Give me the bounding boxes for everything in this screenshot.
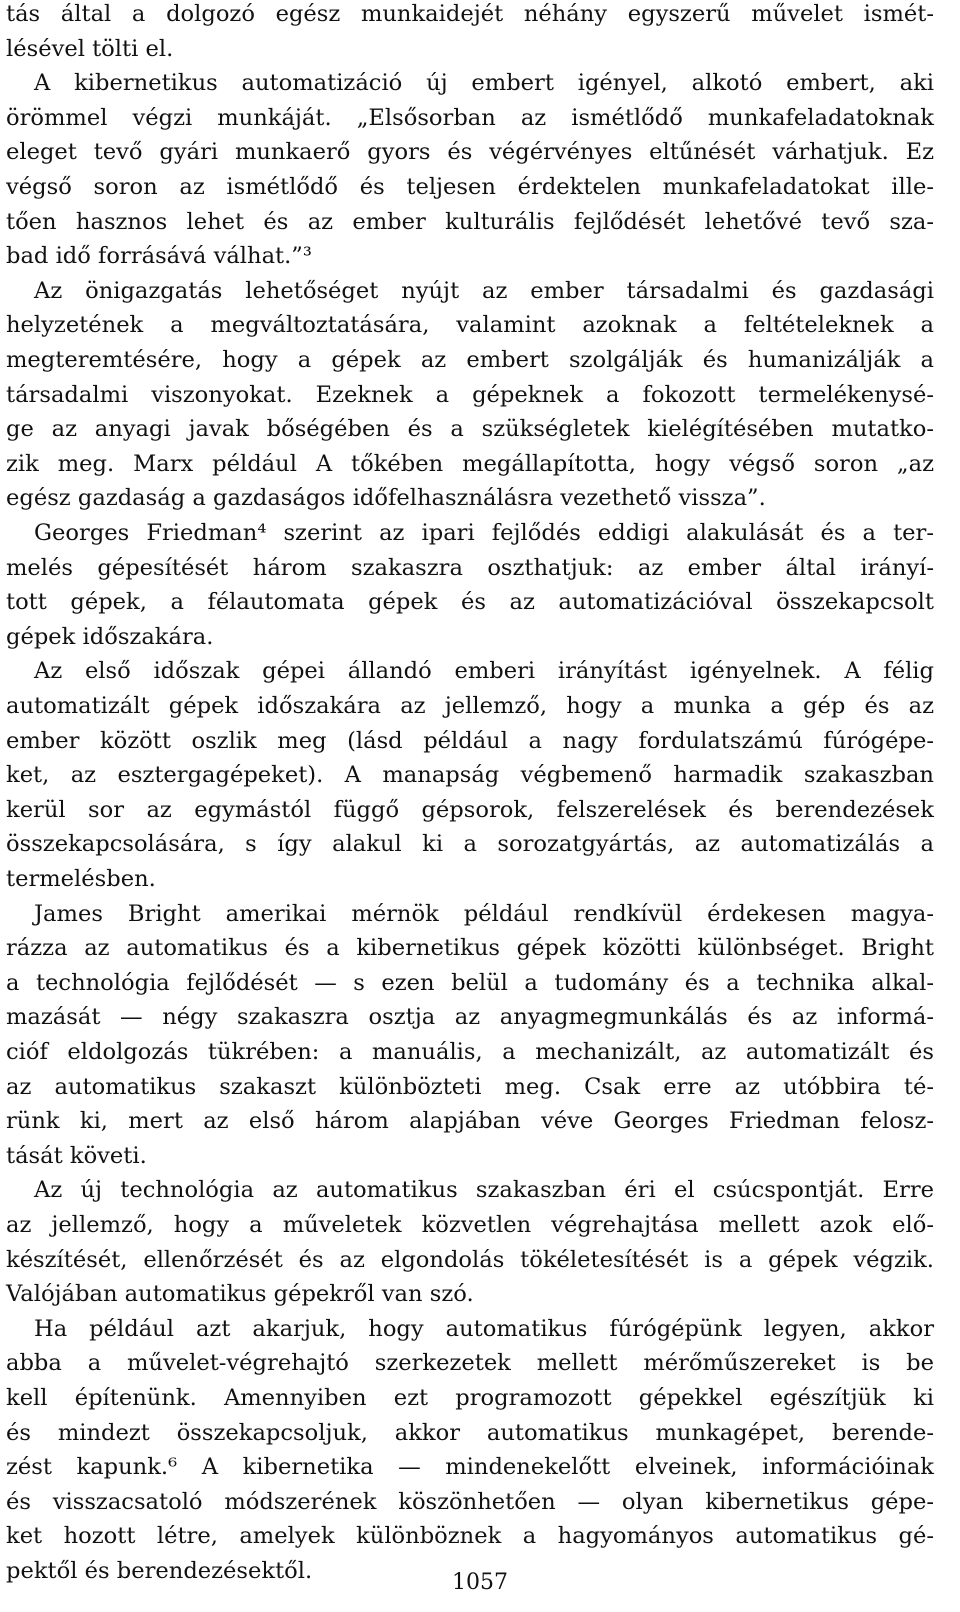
text-line (0, 516, 960, 550)
text-line-content: és mindezt összekapcsoljuk, akkor automatikus munkagépet, berende- (6, 1419, 934, 1446)
text-line (0, 758, 960, 792)
text-line-content: az jellemző, hogy a műveletek közvetlen végrehajtása mellett azok elő- (6, 1212, 934, 1238)
text-line-content: örömmel végzi munkáját. „Elsősorban az ismétlődő munkafeladatoknak (6, 104, 934, 131)
text-line (0, 620, 960, 654)
text-line-content: készítését, ellenőrzését és az elgondolás tökéletesítését is a gépek végzik. (6, 1246, 934, 1273)
text-line (0, 205, 960, 239)
text-line (0, 724, 960, 758)
text-line (0, 654, 960, 688)
text-line (0, 1312, 960, 1346)
text-line (0, 308, 960, 342)
page-number: 1057 (452, 1570, 508, 1595)
text-line (0, 481, 960, 515)
text-line (0, 862, 960, 896)
text-line-content: mazását — négy szakaszra osztja az anyagmegmunkálás és az informá- (6, 1004, 934, 1031)
text-line-content: melés gépesítését három szakaszra oszthatjuk: az ember által irányí- (6, 554, 934, 581)
text-line-content: termelésben. (6, 866, 156, 892)
text-line-content: ket, az esztergagépeket). A manapság végbemenő harmadik szakaszban (6, 762, 934, 789)
text-line-content: megteremtésére, hogy a gépek az embert szolgálják és humanizálják a (6, 347, 934, 373)
text-line-content: tását követi. (6, 1142, 147, 1169)
text-line-content: lésével tölti el. (6, 35, 174, 62)
text-line-content: Az új technológia az automatikus szakaszban éri el csúcspontját. Erre (34, 1177, 934, 1204)
text-line (0, 793, 960, 827)
text-line (0, 1139, 960, 1173)
text-line-content: ket hozott létre, amelyek különböznek a hagyományos automatikus gé- (6, 1523, 934, 1550)
text-line-content: abba a művelet-végrehajtó szerkezetek mellett mérőműszereket is be (6, 1350, 934, 1377)
text-line (0, 1519, 960, 1553)
text-line (0, 897, 960, 931)
text-line-content: rázza az automatikus és a kibernetikus gépek közötti különbséget. Bright (6, 935, 934, 962)
text-line-content: tás által a dolgozó egész munkaidejét néhány egyszerű művelet ismét- (6, 1, 934, 27)
text-line (0, 274, 960, 308)
text-line-content: zik meg. Marx például A tőkében megállapította, hogy végső soron „az (6, 450, 934, 477)
text-line-content: gépek időszakára. (6, 623, 214, 650)
text-line-content: Georges Friedman⁴ szerint az ipari fejlődés eddigi alakulását és a ter- (34, 520, 934, 546)
text-line-content: a technológia fejlődését — s ezen belül a tudomány és a technika alkal- (6, 969, 934, 996)
text-line (0, 689, 960, 723)
text-line (0, 1416, 960, 1450)
text-line-content: kell építenünk. Amennyiben ezt programozott gépekkel egészítjük ki (6, 1385, 934, 1411)
text-line (0, 1173, 960, 1207)
text-line-content: Az első időszak gépei állandó emberi irányítást igényelnek. A félig (34, 658, 934, 685)
text-line (0, 827, 960, 861)
text-line-content: tően hasznos lehet és az ember kulturális fejlődését lehetővé tevő sza- (6, 208, 934, 235)
text-line-content: Valójában automatikus gépekről van szó. (6, 1281, 474, 1308)
text-line (0, 1346, 960, 1380)
text-line (0, 0, 960, 31)
text-line (0, 1104, 960, 1138)
text-line (0, 32, 960, 66)
text-line (0, 1208, 960, 1242)
text-line (0, 1450, 960, 1484)
text-line-content: helyzetének a megváltoztatására, valamint azoknak a feltételeknek a (6, 312, 934, 339)
text-line (0, 931, 960, 965)
text-line-content: automatizált gépek időszakára az jellemző, hogy a munka a gép és az (6, 693, 934, 719)
text-line (0, 447, 960, 481)
text-line (0, 1070, 960, 1104)
text-line-content: A kibernetikus automatizáció új embert igényel, alkotó embert, aki (34, 70, 934, 97)
text-line-content: és visszacsatoló módszerének köszönhetően — olyan kibernetikus gépe- (6, 1488, 934, 1515)
text-line-content: cióf eldolgozás tükrében: a manuális, a mechanizált, az automatizált és (6, 1039, 934, 1065)
text-line (0, 170, 960, 204)
text-line-content: eleget tevő gyári munkaerő gyors és végérvényes eltűnését várhatjuk. Ez (6, 139, 934, 166)
text-line (0, 412, 960, 446)
text-line (0, 101, 960, 135)
text-line-content: ge az anyagi javak bőségében és a szükségletek kielégítésében mutatko- (6, 416, 934, 443)
text-line-content: társadalmi viszonyokat. Ezeknek a gépeknek a fokozott termelékenysé- (6, 381, 934, 408)
text-line (0, 966, 960, 1000)
text-line-content: kerül sor az egymástól függő gépsorok, felszerelések és berendezések (6, 796, 934, 823)
text-line (0, 1000, 960, 1034)
text-line-content: Az önigazgatás lehetőséget nyújt az ember társadalmi és gazdasági (34, 277, 934, 304)
text-line-content: végső soron az ismétlődő és teljesen érdektelen munkafeladatokat ille- (6, 174, 934, 200)
text-line (0, 1243, 960, 1277)
text-line-content: rünk ki, mert az első három alapjában véve Georges Friedman felosz- (6, 1108, 934, 1135)
text-line-content: bad idő forrásává válhat.”³ (6, 243, 312, 270)
text-line (0, 378, 960, 412)
text-line-content: ember között oszlik meg (lásd például a nagy fordulatszámú fúrógépe- (6, 727, 934, 754)
text-line (0, 1035, 960, 1069)
text-line (0, 551, 960, 585)
text-line-content: tott gépek, a félautomata gépek és az automatizációval összekapcsolt (6, 589, 934, 616)
text-line-content: az automatikus szakaszt különbözteti meg. Csak erre az utóbbira té- (6, 1073, 934, 1100)
text-line-content: Ha például azt akarjuk, hogy automatikus fúrógépünk legyen, akkor (34, 1315, 934, 1342)
text-line-content: pektől és berendezésektől. (6, 1558, 313, 1584)
text-line (0, 343, 960, 377)
text-line-content: egész gazdaság a gazdaságos időfelhasználásra vezethető vissza”. (6, 485, 766, 512)
text-line-content: összekapcsolására, s így alakul ki a sorozatgyártás, az automatizálás a (6, 831, 934, 858)
text-line-content: James Bright amerikai mérnök például rendkívül érdekesen magya- (34, 900, 934, 927)
text-line (0, 66, 960, 100)
text-line (0, 239, 960, 273)
text-line (0, 1485, 960, 1519)
text-line (0, 135, 960, 169)
text-line (0, 585, 960, 619)
text-line-content: zést kapunk.⁶ A kibernetika — mindenekelőtt elveinek, információinak (6, 1454, 934, 1481)
text-line (0, 1381, 960, 1415)
text-line (0, 1277, 960, 1311)
